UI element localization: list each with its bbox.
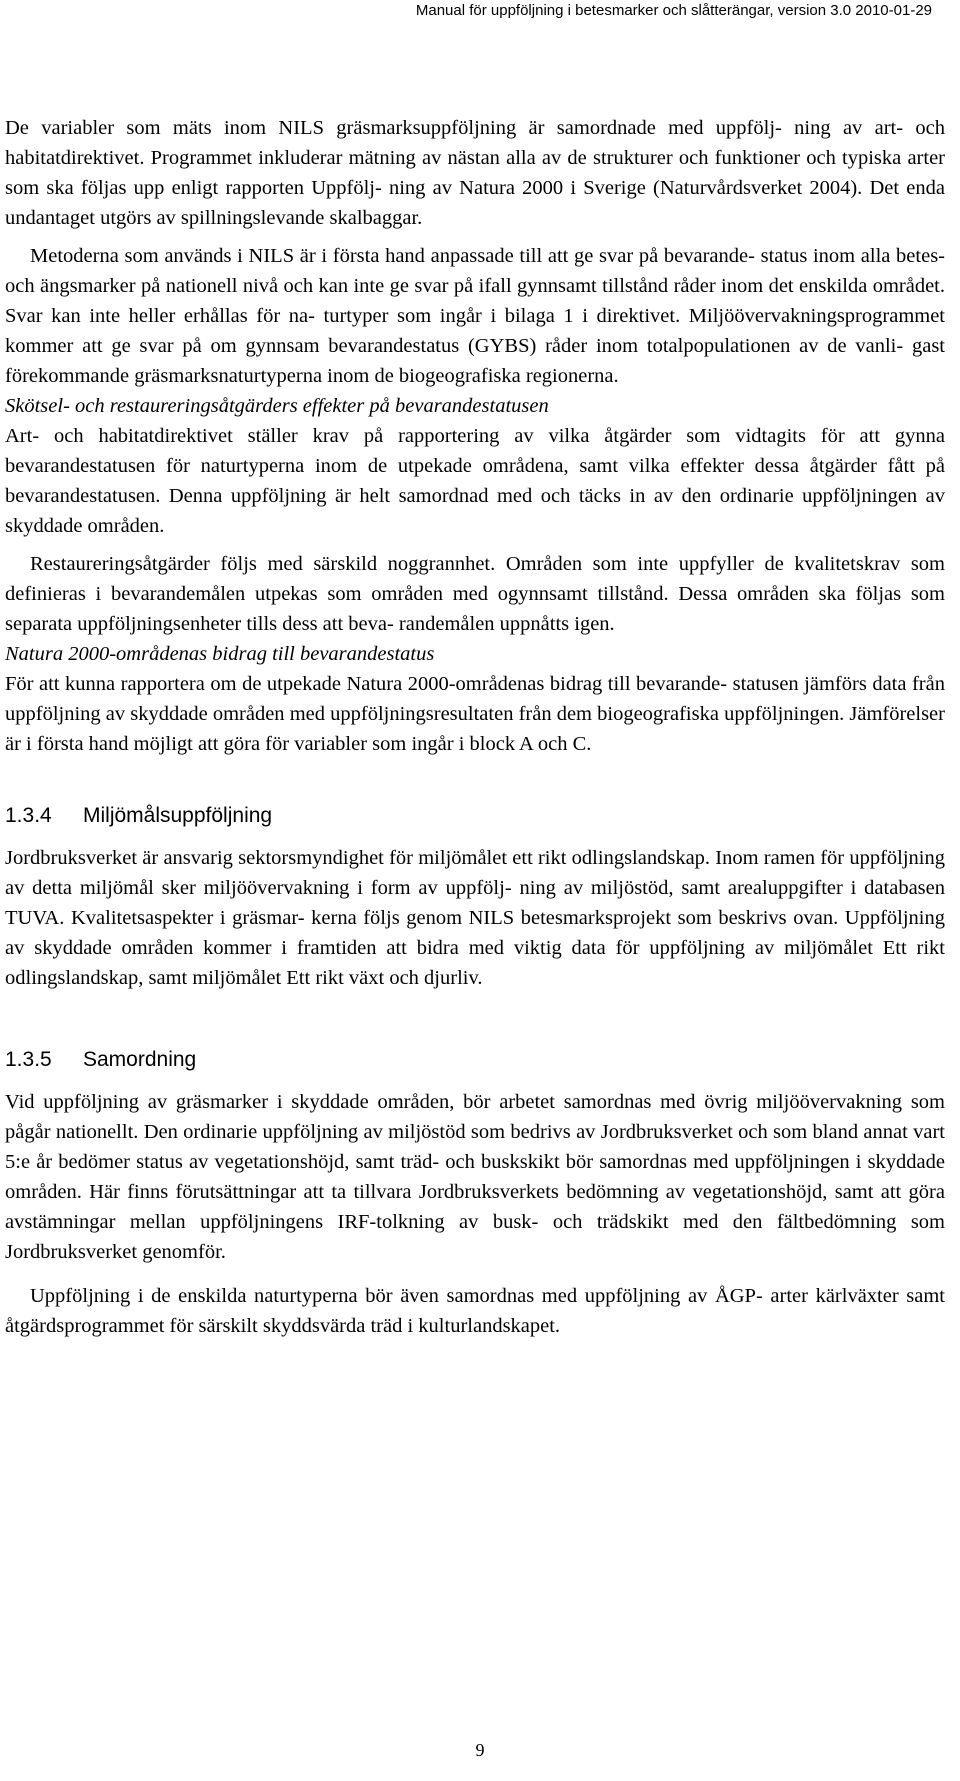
paragraph-environmental-goals: Jordbruksverket är ansvarig sektorsmyndighet för miljömålet ett rikt odlingslandskap. Inom ramen för uppföljning av detta miljömål sker miljöövervakning i form av uppfölj- ning av miljöstöd, samt arealuppgifter i databasen TUVA. Kvalitetsaspekter i gräsmar- kerna följs genom NILS betesmarksprojekt som beskrivs ovan. Uppföljning av skyddade områden kommer i framtiden att bidra med viktig data för uppföljning av miljömålet Ett rikt odlingslandskap, samt miljömålet Ett rikt växt och djurliv. <box>5 847 945 989</box>
paragraph-natura-reporting: För att kunna rapportera om de utpekade Natura 2000-områdenas bidrag till bevarande- statusen jämförs data från uppföljning av skyddade områden med uppföljningsresultaten från dem biogeografiska uppföljningen. Jämförelser är i första hand möjligt att göra för variabler som ingår i block A och C. <box>5 673 945 755</box>
section-title: Miljömålsuppföljning <box>83 804 273 827</box>
section-number: 1.3.4 <box>5 804 52 827</box>
section-heading-135 <box>5 1045 945 1075</box>
paragraph-habitat-directive: Art- och habitatdirektivet ställer krav på rapportering av vilka åtgärder som vidtagits för att gynna bevarandestatusen för naturtyperna inom de utpekade områdena, samt vilka effekter dessa åtgärder fått på bevarandestatusen. Denna uppföljning är helt samordnad med och täcks in av den ordinarie uppföljningen av skyddade områden. <box>5 425 945 537</box>
paragraph-species-programs: Uppföljning i de enskilda naturtyperna bör även samordnas med uppföljning av ÅGP- arter kärlväxter samt åtgärdsprogrammet för särskilt skyddsvärda träd i kulturlandskapet. <box>5 1285 945 1337</box>
paragraph-methods: Metoderna som används i NILS är i första hand anpassade till att ge svar på bevarande- status inom alla betes- och ängsmarker på nationell nivå och kan inte ge svar på ifall gynnsamt tillstånd råder inom det enskilda området. Svar kan inte heller erhållas för na- turtyper som ingår i bilaga 1 i direktivet. Miljöövervakningsprogrammet kommer att ge svar på om gynnsam bevarandestatus (GYBS) råder inom totalpopulationen av de vanli- gast förekommande gräsmarksnaturtyperna inom de biogeografiska regionerna. <box>5 245 945 387</box>
paragraph-nils-coordination: De variabler som mäts inom NILS gräsmarksuppföljning är samordnade med uppfölj- ning av art- och habitatdirektivet. Programmet inkluderar mätning av nästan alla av de strukturer och funktioner och typiska arter som ska följas upp enligt rapporten Uppfölj- ning av Natura 2000 i Sverige (Naturvårdsverket 2004). Det enda undantaget utgörs av spillningslevande skalbaggar. <box>5 117 945 229</box>
section-title: Samordning <box>83 1048 197 1071</box>
running-header: Manual för uppföljning i betesmarker och slåtterängar, version 3.0 2010-01-29 <box>415 2 932 19</box>
subheading-natura-contribution: Natura 2000-områdenas bidrag till bevarandestatus <box>5 643 435 665</box>
section-heading-134 <box>5 801 945 831</box>
paragraph-restoration: Restaureringsåtgärder följs med särskild noggrannhet. Områden som inte uppfyller de kvalitetskrav som definieras i bevarandemålen utpekas som områden med ogynnsamt tillstånd. Dessa områden ska följas som separata uppföljningsenheter tills dess att beva- randemålen uppnåtts igen. <box>5 553 945 635</box>
subheading-management-effects: Skötsel- och restaureringsåtgärders effekter på bevarandestatusen <box>5 395 549 417</box>
section-number: 1.3.5 <box>5 1048 52 1071</box>
document-body <box>5 113 945 1341</box>
page-number: 9 <box>475 1740 485 1760</box>
paragraph-coordination: Vid uppföljning av gräsmarker i skyddade områden, bör arbetet samordnas med övrig miljöövervakning som pågår nationellt. Den ordinarie uppföljning av miljöstöd som bedrivs av Jordbruksverket och som bland annat vart 5:e år bedömer status av vegetationshöjd, samt träd- och buskskikt bör samordnas med uppföljningen i skyddade områden. Här finns förutsättningar att ta tillvara Jordbruksverkets bedömning av vegetationshöjd, samt att göra avstämningar mellan uppföljningens IRF-tolkning av busk- och trädskikt med den fältbedömning som Jordbruksverket genomför. <box>5 1091 945 1263</box>
